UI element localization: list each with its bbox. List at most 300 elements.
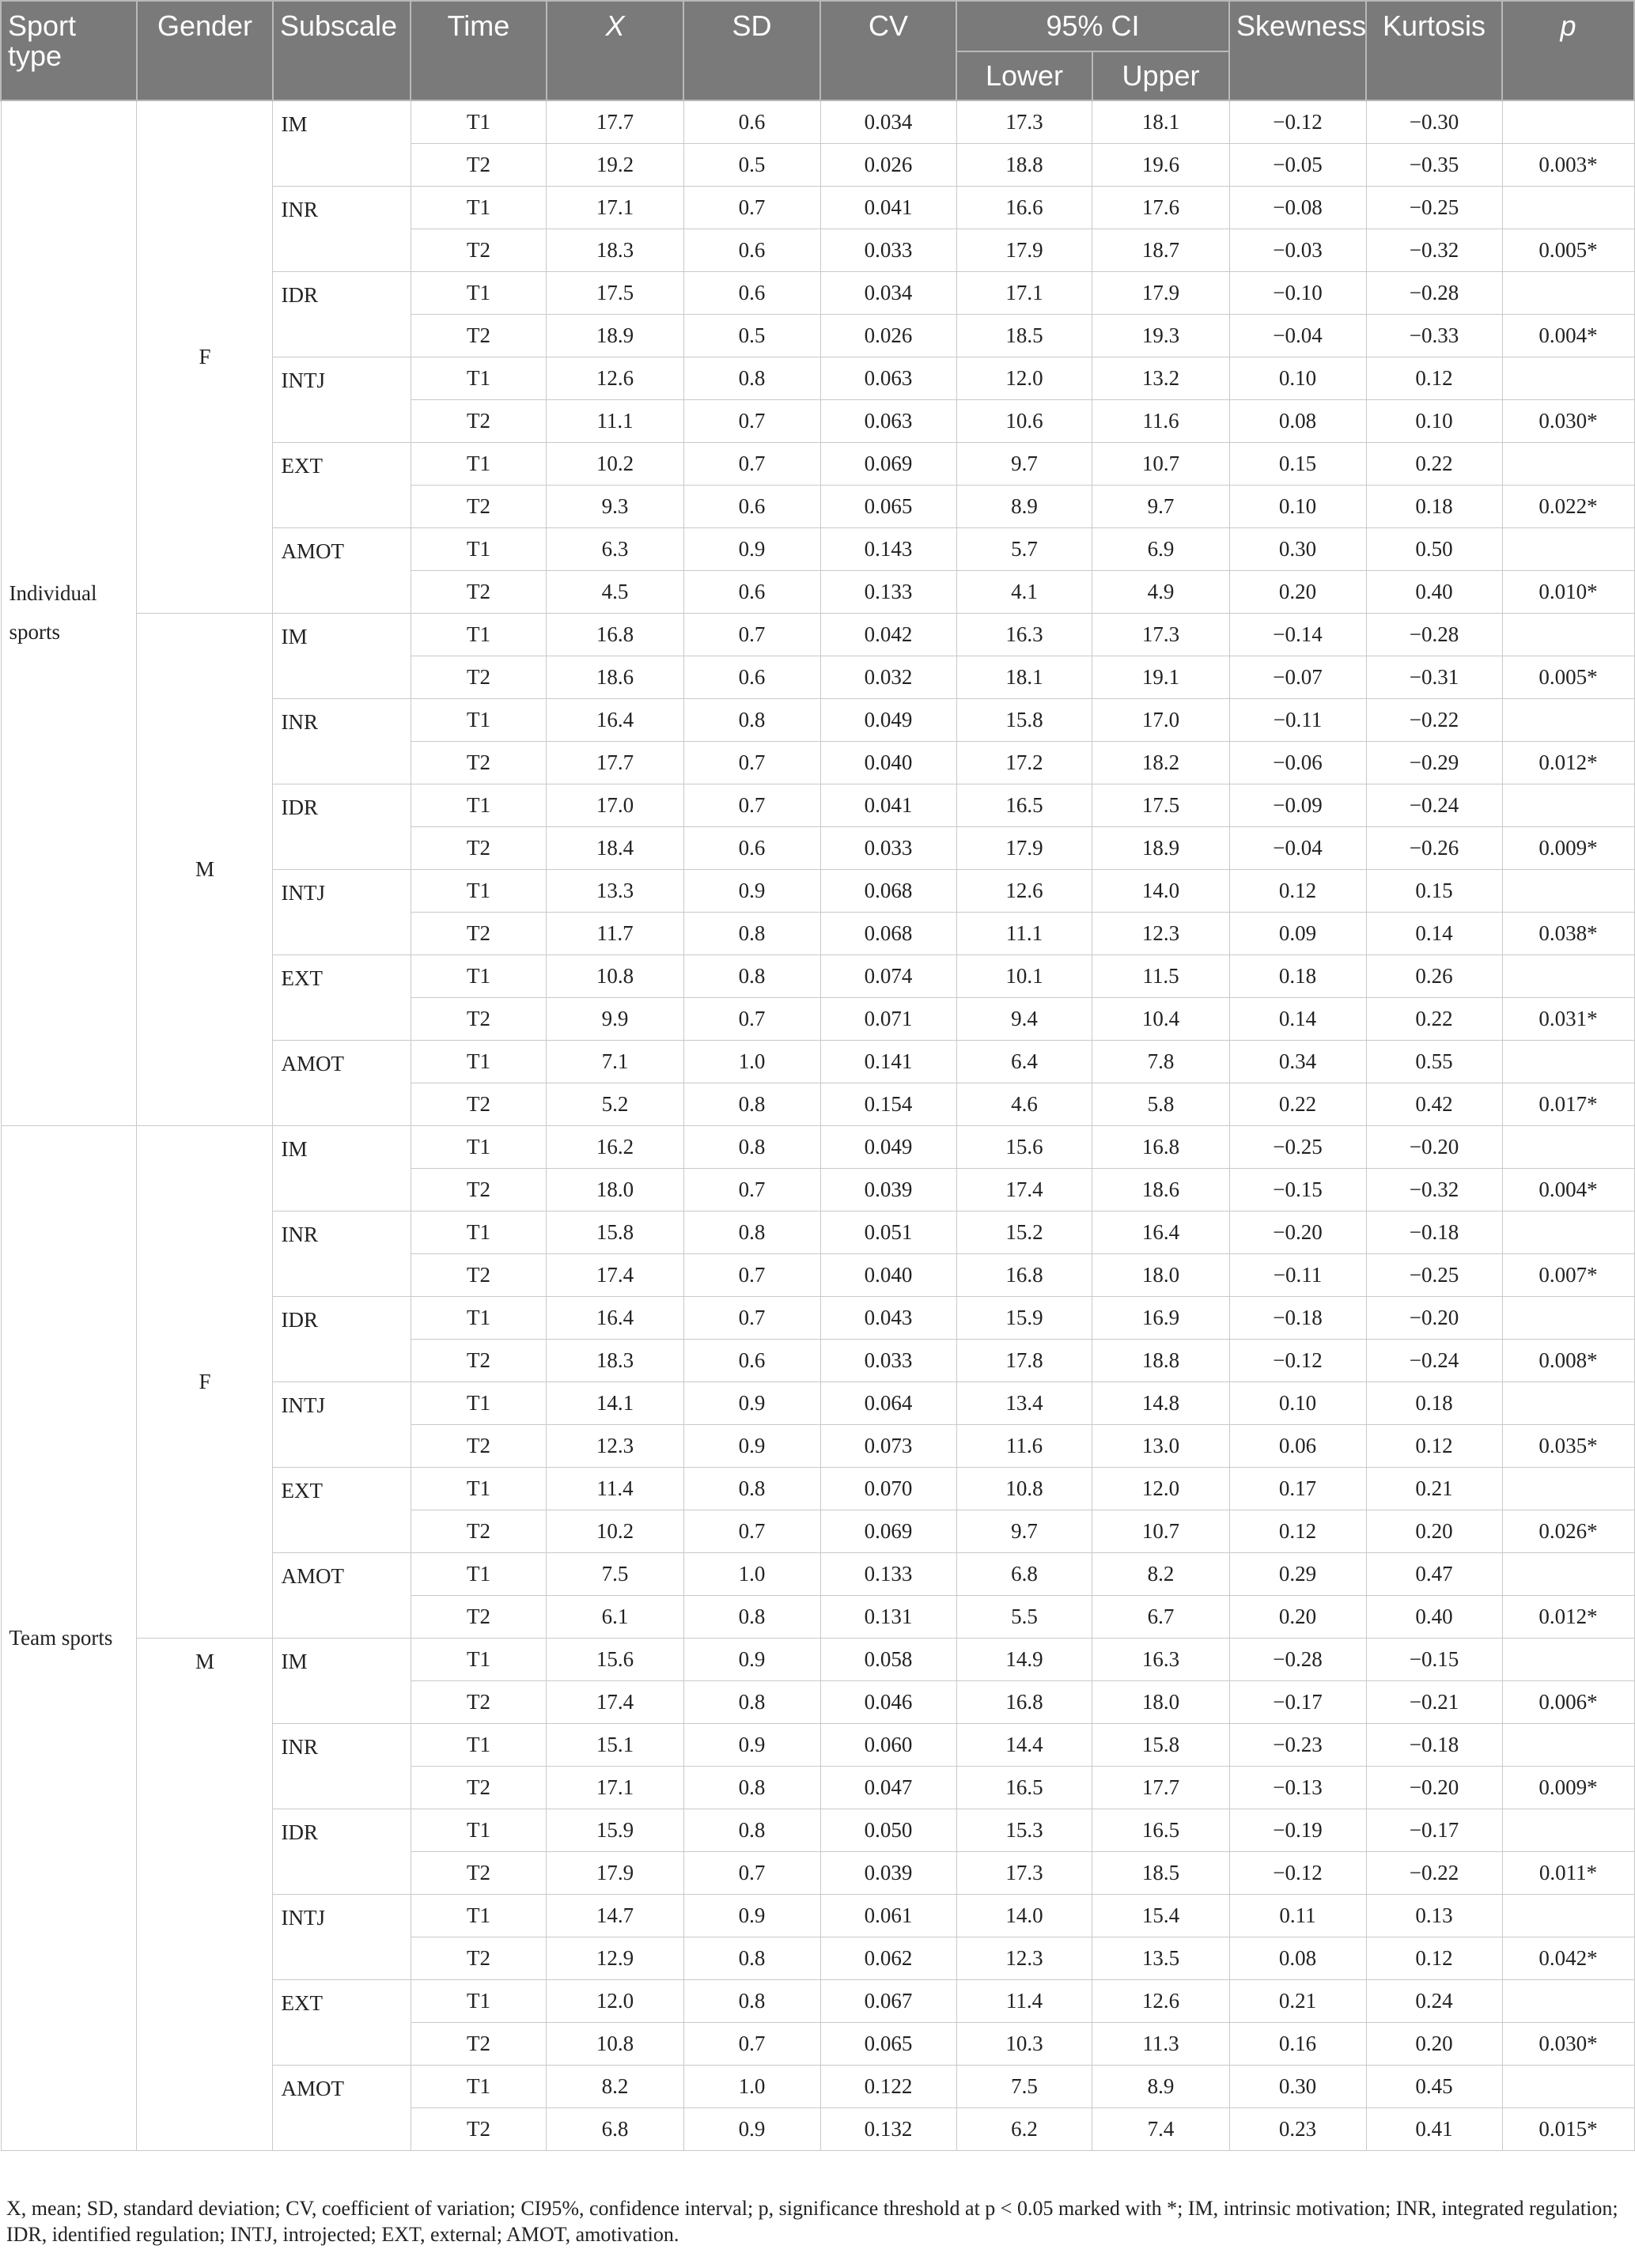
mean-cell: 12.9 xyxy=(547,1937,683,1979)
mean-cell: 10.8 xyxy=(547,954,683,997)
skewness-cell: 0.20 xyxy=(1229,1595,1366,1638)
time-cell: T2 xyxy=(411,485,547,527)
skewness-cell: −0.19 xyxy=(1229,1809,1366,1851)
ci-upper-cell: 14.8 xyxy=(1092,1382,1229,1424)
header-ci-lower: Lower xyxy=(956,51,1092,100)
p-value-cell xyxy=(1502,869,1634,912)
ci-lower-cell: 8.9 xyxy=(956,485,1092,527)
skewness-cell: −0.11 xyxy=(1229,1253,1366,1296)
kurtosis-cell: 0.12 xyxy=(1366,1937,1502,1979)
ci-lower-cell: 11.1 xyxy=(956,912,1092,954)
p-value-cell: 0.009* xyxy=(1502,1766,1634,1809)
sd-cell: 0.8 xyxy=(683,1595,820,1638)
kurtosis-cell: −0.22 xyxy=(1366,1851,1502,1894)
skewness-cell: −0.12 xyxy=(1229,1851,1366,1894)
time-cell: T1 xyxy=(411,1467,547,1510)
table-header xyxy=(1,1,1634,100)
skewness-cell: 0.29 xyxy=(1229,1552,1366,1595)
time-cell: T1 xyxy=(411,1382,547,1424)
ci-upper-cell: 11.6 xyxy=(1092,399,1229,442)
p-value-cell: 0.030* xyxy=(1502,399,1634,442)
p-value-cell xyxy=(1502,1979,1634,2022)
time-cell: T2 xyxy=(411,1851,547,1894)
skewness-cell: −0.14 xyxy=(1229,613,1366,656)
p-value-cell xyxy=(1502,527,1634,570)
kurtosis-cell: −0.32 xyxy=(1366,229,1502,271)
mean-cell: 4.5 xyxy=(547,570,683,613)
kurtosis-cell: 0.40 xyxy=(1366,570,1502,613)
time-cell: T1 xyxy=(411,100,547,143)
skewness-cell: 0.10 xyxy=(1229,485,1366,527)
ci-upper-cell: 16.9 xyxy=(1092,1296,1229,1339)
kurtosis-cell: −0.18 xyxy=(1366,1211,1502,1253)
ci-lower-cell: 13.4 xyxy=(956,1382,1092,1424)
skewness-cell: −0.28 xyxy=(1229,1638,1366,1680)
gender-cell: M xyxy=(137,613,273,1125)
subscale-cell: INR xyxy=(273,1211,411,1296)
skewness-cell: −0.23 xyxy=(1229,1723,1366,1766)
sd-cell: 0.6 xyxy=(683,271,820,314)
time-cell: T2 xyxy=(411,741,547,784)
ci-lower-cell: 17.1 xyxy=(956,271,1092,314)
mean-cell: 11.4 xyxy=(547,1467,683,1510)
p-value-cell: 0.035* xyxy=(1502,1424,1634,1467)
sd-cell: 0.8 xyxy=(683,357,820,399)
p-value-cell: 0.008* xyxy=(1502,1339,1634,1382)
ci-lower-cell: 10.3 xyxy=(956,2022,1092,2065)
ci-upper-cell: 14.0 xyxy=(1092,869,1229,912)
skewness-cell: 0.34 xyxy=(1229,1040,1366,1083)
skewness-cell: 0.22 xyxy=(1229,1083,1366,1125)
time-cell: T1 xyxy=(411,527,547,570)
cv-cell: 0.033 xyxy=(820,826,956,869)
kurtosis-cell: 0.15 xyxy=(1366,869,1502,912)
ci-upper-cell: 16.8 xyxy=(1092,1125,1229,1168)
ci-upper-cell: 19.3 xyxy=(1092,314,1229,357)
skewness-cell: 0.12 xyxy=(1229,869,1366,912)
ci-upper-cell: 18.7 xyxy=(1092,229,1229,271)
cv-cell: 0.074 xyxy=(820,954,956,997)
p-value-cell: 0.038* xyxy=(1502,912,1634,954)
skewness-cell: −0.25 xyxy=(1229,1125,1366,1168)
ci-lower-cell: 11.4 xyxy=(956,1979,1092,2022)
skewness-cell: −0.05 xyxy=(1229,143,1366,186)
p-value-cell xyxy=(1502,1467,1634,1510)
p-value-cell xyxy=(1502,271,1634,314)
kurtosis-cell: −0.24 xyxy=(1366,784,1502,826)
subscale-cell: INTJ xyxy=(273,1894,411,1979)
subscale-cell: INTJ xyxy=(273,357,411,442)
skewness-cell: 0.18 xyxy=(1229,954,1366,997)
time-cell: T2 xyxy=(411,1168,547,1211)
sd-cell: 0.7 xyxy=(683,613,820,656)
ci-upper-cell: 7.4 xyxy=(1092,2107,1229,2150)
mean-cell: 15.1 xyxy=(547,1723,683,1766)
ci-lower-cell: 17.8 xyxy=(956,1339,1092,1382)
kurtosis-cell: 0.22 xyxy=(1366,997,1502,1040)
sd-cell: 0.9 xyxy=(683,2107,820,2150)
subscale-cell: IM xyxy=(273,100,411,186)
sd-cell: 0.7 xyxy=(683,1510,820,1552)
p-value-cell: 0.004* xyxy=(1502,1168,1634,1211)
header-sd: SD xyxy=(683,1,820,100)
cv-cell: 0.141 xyxy=(820,1040,956,1083)
ci-lower-cell: 15.6 xyxy=(956,1125,1092,1168)
subscale-cell: AMOT xyxy=(273,2065,411,2150)
ci-lower-cell: 17.4 xyxy=(956,1168,1092,1211)
subscale-cell: IM xyxy=(273,1638,411,1723)
sd-cell: 0.8 xyxy=(683,1937,820,1979)
ci-upper-cell: 17.0 xyxy=(1092,698,1229,741)
ci-lower-cell: 12.6 xyxy=(956,869,1092,912)
time-cell: T1 xyxy=(411,1040,547,1083)
sport-type-cell: Team sports xyxy=(1,1125,137,2150)
mean-cell: 9.9 xyxy=(547,997,683,1040)
kurtosis-cell: 0.24 xyxy=(1366,1979,1502,2022)
ci-lower-cell: 15.8 xyxy=(956,698,1092,741)
p-value-cell xyxy=(1502,186,1634,229)
header-subscale: Subscale xyxy=(273,1,411,100)
table-row xyxy=(1,100,1634,143)
sd-cell: 0.6 xyxy=(683,100,820,143)
kurtosis-cell: 0.55 xyxy=(1366,1040,1502,1083)
skewness-cell: 0.06 xyxy=(1229,1424,1366,1467)
p-value-cell xyxy=(1502,698,1634,741)
ci-lower-cell: 17.3 xyxy=(956,1851,1092,1894)
ci-upper-cell: 16.3 xyxy=(1092,1638,1229,1680)
sd-cell: 0.7 xyxy=(683,2022,820,2065)
mean-cell: 11.1 xyxy=(547,399,683,442)
ci-upper-cell: 18.1 xyxy=(1092,100,1229,143)
ci-lower-cell: 9.4 xyxy=(956,997,1092,1040)
cv-cell: 0.063 xyxy=(820,357,956,399)
mean-cell: 15.9 xyxy=(547,1809,683,1851)
ci-upper-cell: 13.0 xyxy=(1092,1424,1229,1467)
ci-lower-cell: 10.6 xyxy=(956,399,1092,442)
mean-cell: 16.8 xyxy=(547,613,683,656)
p-value-cell xyxy=(1502,613,1634,656)
time-cell: T2 xyxy=(411,229,547,271)
mean-cell: 6.8 xyxy=(547,2107,683,2150)
ci-upper-cell: 13.2 xyxy=(1092,357,1229,399)
kurtosis-cell: 0.20 xyxy=(1366,1510,1502,1552)
sd-cell: 0.6 xyxy=(683,229,820,271)
cv-cell: 0.043 xyxy=(820,1296,956,1339)
ci-lower-cell: 6.8 xyxy=(956,1552,1092,1595)
sd-cell: 1.0 xyxy=(683,1552,820,1595)
cv-cell: 0.034 xyxy=(820,271,956,314)
kurtosis-cell: 0.40 xyxy=(1366,1595,1502,1638)
ci-lower-cell: 10.1 xyxy=(956,954,1092,997)
kurtosis-cell: −0.22 xyxy=(1366,698,1502,741)
cv-cell: 0.133 xyxy=(820,1552,956,1595)
mean-cell: 16.4 xyxy=(547,1296,683,1339)
time-cell: T1 xyxy=(411,1211,547,1253)
cv-cell: 0.065 xyxy=(820,485,956,527)
cv-cell: 0.071 xyxy=(820,997,956,1040)
cv-cell: 0.050 xyxy=(820,1809,956,1851)
cv-cell: 0.065 xyxy=(820,2022,956,2065)
cv-cell: 0.026 xyxy=(820,143,956,186)
ci-lower-cell: 12.3 xyxy=(956,1937,1092,1979)
cv-cell: 0.039 xyxy=(820,1851,956,1894)
ci-lower-cell: 15.9 xyxy=(956,1296,1092,1339)
sd-cell: 0.9 xyxy=(683,1723,820,1766)
time-cell: T1 xyxy=(411,869,547,912)
p-value-cell: 0.010* xyxy=(1502,570,1634,613)
skewness-cell: 0.20 xyxy=(1229,570,1366,613)
cv-cell: 0.046 xyxy=(820,1680,956,1723)
time-cell: T1 xyxy=(411,1638,547,1680)
cv-cell: 0.047 xyxy=(820,1766,956,1809)
kurtosis-cell: −0.26 xyxy=(1366,826,1502,869)
ci-lower-cell: 17.9 xyxy=(956,826,1092,869)
cv-cell: 0.069 xyxy=(820,1510,956,1552)
sd-cell: 0.9 xyxy=(683,869,820,912)
time-cell: T2 xyxy=(411,1937,547,1979)
header-mean: X xyxy=(547,1,683,100)
ci-lower-cell: 16.3 xyxy=(956,613,1092,656)
sd-cell: 0.8 xyxy=(683,1125,820,1168)
ci-lower-cell: 14.0 xyxy=(956,1894,1092,1937)
ci-lower-cell: 10.8 xyxy=(956,1467,1092,1510)
header-gender: Gender xyxy=(137,1,273,100)
table-row xyxy=(1,1638,1634,1680)
subscale-cell: INTJ xyxy=(273,869,411,954)
skewness-cell: −0.03 xyxy=(1229,229,1366,271)
sd-cell: 0.6 xyxy=(683,1339,820,1382)
ci-lower-cell: 18.8 xyxy=(956,143,1092,186)
p-value-cell xyxy=(1502,100,1634,143)
ci-upper-cell: 12.6 xyxy=(1092,1979,1229,2022)
cv-cell: 0.063 xyxy=(820,399,956,442)
kurtosis-cell: 0.12 xyxy=(1366,1424,1502,1467)
skewness-cell: 0.23 xyxy=(1229,2107,1366,2150)
cv-cell: 0.033 xyxy=(820,1339,956,1382)
kurtosis-cell: −0.20 xyxy=(1366,1296,1502,1339)
sd-cell: 0.7 xyxy=(683,784,820,826)
sport-type-cell: Individual sports xyxy=(1,100,137,1125)
time-cell: T2 xyxy=(411,314,547,357)
p-value-cell xyxy=(1502,1552,1634,1595)
skewness-cell: −0.07 xyxy=(1229,656,1366,698)
ci-upper-cell: 18.9 xyxy=(1092,826,1229,869)
ci-upper-cell: 16.5 xyxy=(1092,1809,1229,1851)
mean-cell: 18.4 xyxy=(547,826,683,869)
ci-upper-cell: 18.2 xyxy=(1092,741,1229,784)
mean-cell: 17.0 xyxy=(547,784,683,826)
mean-cell: 10.2 xyxy=(547,442,683,485)
ci-lower-cell: 6.4 xyxy=(956,1040,1092,1083)
mean-cell: 18.0 xyxy=(547,1168,683,1211)
sd-cell: 0.8 xyxy=(683,1809,820,1851)
ci-upper-cell: 8.9 xyxy=(1092,2065,1229,2107)
mean-cell: 16.2 xyxy=(547,1125,683,1168)
p-value-cell xyxy=(1502,357,1634,399)
cv-cell: 0.040 xyxy=(820,741,956,784)
subscale-cell: INTJ xyxy=(273,1382,411,1467)
sd-cell: 0.7 xyxy=(683,1253,820,1296)
cv-cell: 0.062 xyxy=(820,1937,956,1979)
skewness-cell: 0.17 xyxy=(1229,1467,1366,1510)
cv-cell: 0.049 xyxy=(820,1125,956,1168)
cv-cell: 0.058 xyxy=(820,1638,956,1680)
sd-cell: 0.8 xyxy=(683,698,820,741)
sd-cell: 0.9 xyxy=(683,1382,820,1424)
skewness-cell: 0.10 xyxy=(1229,357,1366,399)
skewness-cell: −0.18 xyxy=(1229,1296,1366,1339)
mean-cell: 10.2 xyxy=(547,1510,683,1552)
time-cell: T2 xyxy=(411,656,547,698)
mean-cell: 18.3 xyxy=(547,229,683,271)
p-value-cell xyxy=(1502,2065,1634,2107)
time-cell: T1 xyxy=(411,698,547,741)
cv-cell: 0.033 xyxy=(820,229,956,271)
sd-cell: 0.6 xyxy=(683,826,820,869)
p-value-cell: 0.017* xyxy=(1502,1083,1634,1125)
subscale-cell: EXT xyxy=(273,1467,411,1552)
ci-upper-cell: 5.8 xyxy=(1092,1083,1229,1125)
cv-cell: 0.132 xyxy=(820,2107,956,2150)
cv-cell: 0.068 xyxy=(820,869,956,912)
ci-lower-cell: 12.0 xyxy=(956,357,1092,399)
mean-cell: 16.4 xyxy=(547,698,683,741)
time-cell: T1 xyxy=(411,613,547,656)
gender-cell: F xyxy=(137,1125,273,1638)
skewness-cell: 0.08 xyxy=(1229,399,1366,442)
mean-cell: 9.3 xyxy=(547,485,683,527)
ci-upper-cell: 8.2 xyxy=(1092,1552,1229,1595)
skewness-cell: −0.09 xyxy=(1229,784,1366,826)
kurtosis-cell: 0.22 xyxy=(1366,442,1502,485)
skewness-cell: 0.30 xyxy=(1229,527,1366,570)
time-cell: T1 xyxy=(411,1979,547,2022)
p-value-cell xyxy=(1502,1382,1634,1424)
ci-upper-cell: 10.7 xyxy=(1092,442,1229,485)
mean-cell: 12.0 xyxy=(547,1979,683,2022)
ci-lower-cell: 16.5 xyxy=(956,784,1092,826)
subscale-cell: IDR xyxy=(273,1809,411,1894)
sd-cell: 0.9 xyxy=(683,1894,820,1937)
ci-upper-cell: 18.0 xyxy=(1092,1680,1229,1723)
kurtosis-cell: −0.18 xyxy=(1366,1723,1502,1766)
kurtosis-cell: −0.33 xyxy=(1366,314,1502,357)
skewness-cell: −0.10 xyxy=(1229,271,1366,314)
time-cell: T1 xyxy=(411,186,547,229)
kurtosis-cell: 0.18 xyxy=(1366,485,1502,527)
ci-upper-cell: 15.8 xyxy=(1092,1723,1229,1766)
time-cell: T2 xyxy=(411,2022,547,2065)
cv-cell: 0.026 xyxy=(820,314,956,357)
cv-cell: 0.041 xyxy=(820,784,956,826)
cv-cell: 0.122 xyxy=(820,2065,956,2107)
subscale-cell: IDR xyxy=(273,271,411,357)
cv-cell: 0.034 xyxy=(820,100,956,143)
cv-cell: 0.039 xyxy=(820,1168,956,1211)
cv-cell: 0.068 xyxy=(820,912,956,954)
skewness-cell: −0.12 xyxy=(1229,100,1366,143)
skewness-cell: 0.09 xyxy=(1229,912,1366,954)
p-value-cell: 0.022* xyxy=(1502,485,1634,527)
p-value-cell xyxy=(1502,1211,1634,1253)
skewness-cell: 0.14 xyxy=(1229,997,1366,1040)
header-ci: 95% CI xyxy=(956,1,1229,51)
sd-cell: 0.7 xyxy=(683,1851,820,1894)
time-cell: T1 xyxy=(411,442,547,485)
kurtosis-cell: −0.15 xyxy=(1366,1638,1502,1680)
cv-cell: 0.073 xyxy=(820,1424,956,1467)
ci-lower-cell: 9.7 xyxy=(956,1510,1092,1552)
kurtosis-cell: 0.18 xyxy=(1366,1382,1502,1424)
p-value-cell xyxy=(1502,1809,1634,1851)
ci-upper-cell: 12.0 xyxy=(1092,1467,1229,1510)
skewness-cell: −0.08 xyxy=(1229,186,1366,229)
kurtosis-cell: −0.28 xyxy=(1366,271,1502,314)
mean-cell: 6.3 xyxy=(547,527,683,570)
p-value-cell xyxy=(1502,1296,1634,1339)
kurtosis-cell: 0.10 xyxy=(1366,399,1502,442)
sd-cell: 0.8 xyxy=(683,1083,820,1125)
sd-cell: 0.8 xyxy=(683,1979,820,2022)
mean-cell: 18.9 xyxy=(547,314,683,357)
sd-cell: 0.6 xyxy=(683,656,820,698)
cv-cell: 0.060 xyxy=(820,1723,956,1766)
time-cell: T1 xyxy=(411,271,547,314)
ci-lower-cell: 17.3 xyxy=(956,100,1092,143)
p-value-cell: 0.031* xyxy=(1502,997,1634,1040)
p-value-cell xyxy=(1502,954,1634,997)
p-value-cell: 0.042* xyxy=(1502,1937,1634,1979)
subscale-cell: AMOT xyxy=(273,1040,411,1125)
ci-upper-cell: 18.0 xyxy=(1092,1253,1229,1296)
time-cell: T2 xyxy=(411,1510,547,1552)
cv-cell: 0.143 xyxy=(820,527,956,570)
skewness-cell: −0.04 xyxy=(1229,314,1366,357)
ci-upper-cell: 10.4 xyxy=(1092,997,1229,1040)
mean-cell: 14.7 xyxy=(547,1894,683,1937)
ci-upper-cell: 19.6 xyxy=(1092,143,1229,186)
sd-cell: 0.8 xyxy=(683,954,820,997)
mean-cell: 17.7 xyxy=(547,741,683,784)
sd-cell: 0.8 xyxy=(683,1766,820,1809)
kurtosis-cell: −0.20 xyxy=(1366,1766,1502,1809)
p-value-cell xyxy=(1502,1040,1634,1083)
time-cell: T2 xyxy=(411,1339,547,1382)
subscale-cell: EXT xyxy=(273,954,411,1040)
skewness-cell: 0.15 xyxy=(1229,442,1366,485)
sd-cell: 0.8 xyxy=(683,912,820,954)
kurtosis-cell: 0.45 xyxy=(1366,2065,1502,2107)
mean-cell: 15.8 xyxy=(547,1211,683,1253)
ci-upper-cell: 15.4 xyxy=(1092,1894,1229,1937)
skewness-cell: 0.11 xyxy=(1229,1894,1366,1937)
ci-lower-cell: 18.5 xyxy=(956,314,1092,357)
ci-upper-cell: 17.5 xyxy=(1092,784,1229,826)
ci-lower-cell: 17.9 xyxy=(956,229,1092,271)
ci-upper-cell: 7.8 xyxy=(1092,1040,1229,1083)
skewness-cell: 0.30 xyxy=(1229,2065,1366,2107)
ci-upper-cell: 17.3 xyxy=(1092,613,1229,656)
time-cell: T1 xyxy=(411,2065,547,2107)
kurtosis-cell: −0.20 xyxy=(1366,1125,1502,1168)
kurtosis-cell: −0.32 xyxy=(1366,1168,1502,1211)
header-time: Time xyxy=(411,1,547,100)
kurtosis-cell: 0.41 xyxy=(1366,2107,1502,2150)
ci-upper-cell: 6.9 xyxy=(1092,527,1229,570)
p-value-cell: 0.007* xyxy=(1502,1253,1634,1296)
sd-cell: 0.7 xyxy=(683,186,820,229)
ci-upper-cell: 10.7 xyxy=(1092,1510,1229,1552)
